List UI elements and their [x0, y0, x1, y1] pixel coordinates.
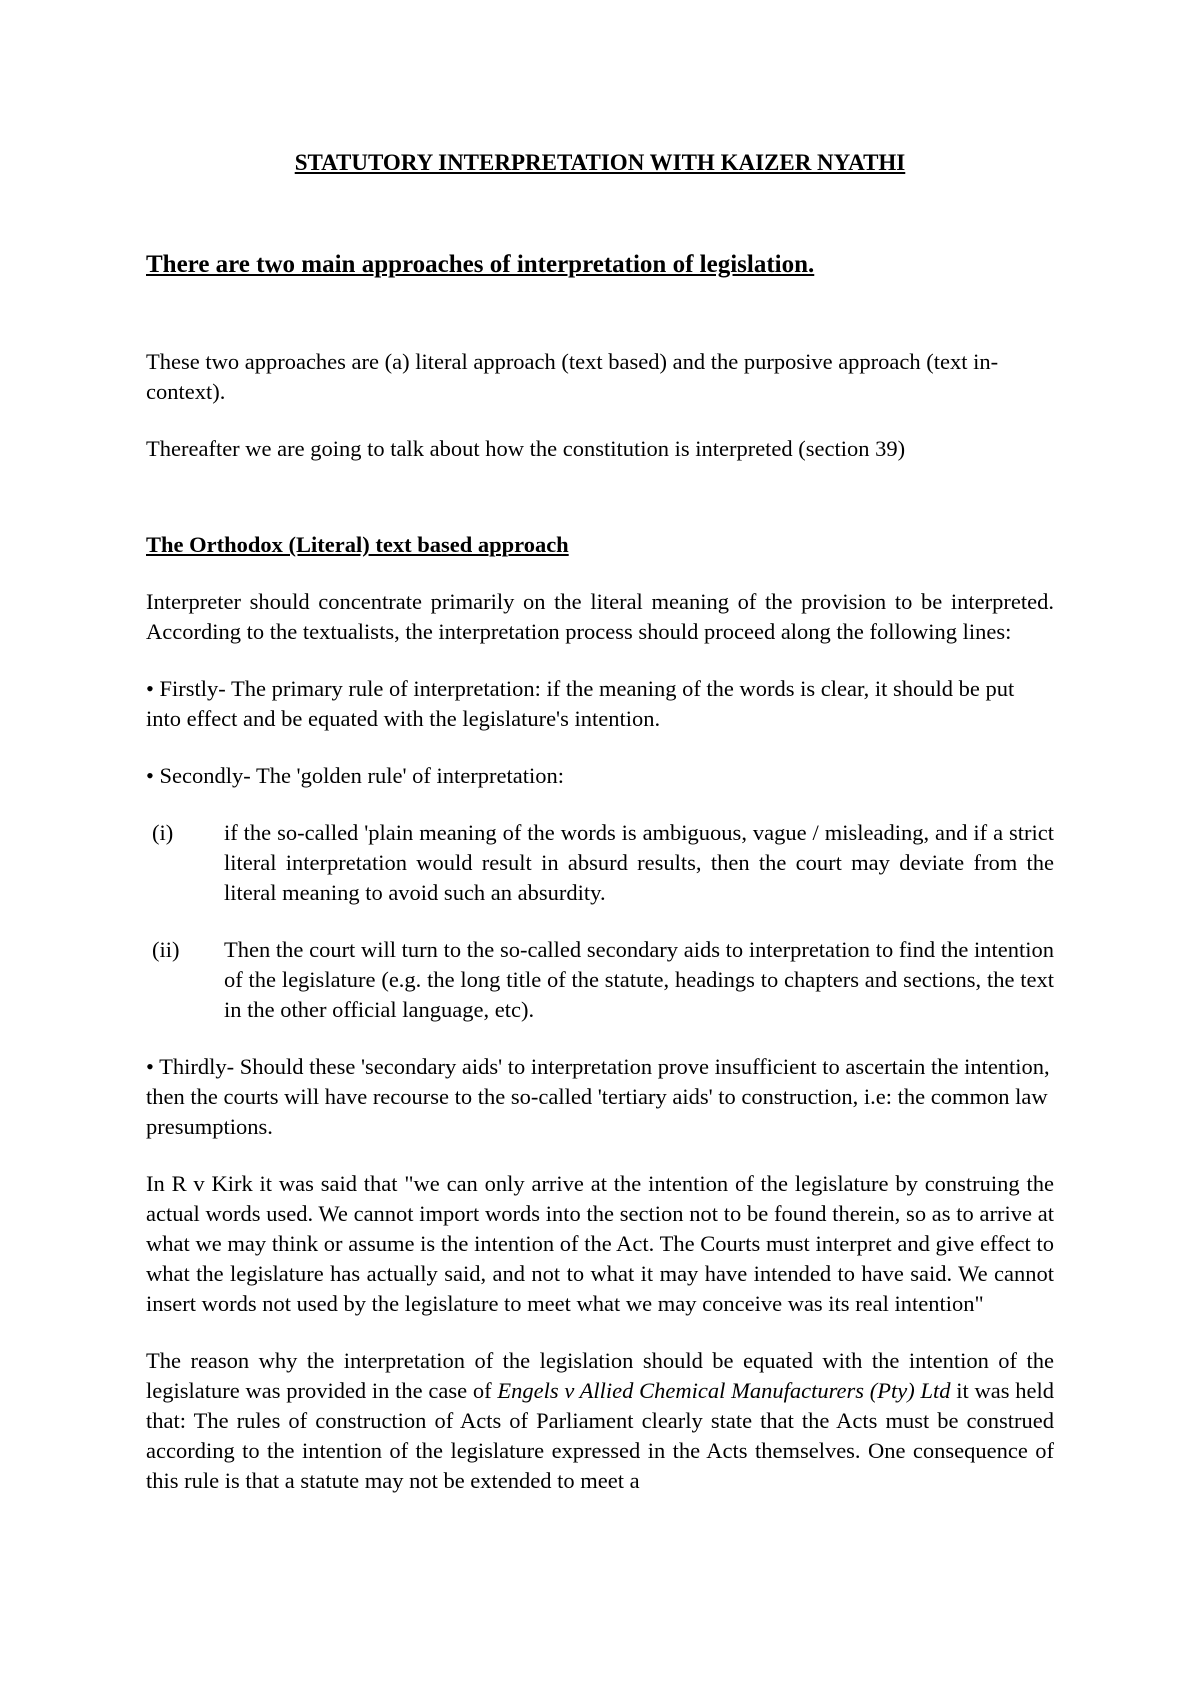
- case-name: Engels v Allied Chemical Manufacturers (Pty) Ltd: [497, 1378, 951, 1403]
- sub-item-ii: [146, 935, 1054, 1025]
- sub-item-i: [146, 818, 1054, 908]
- kirk-paragraph: In R v Kirk it was said that "we can only arrive at the intention of the legislature by construing the actual words used. We cannot import words into the section not to be found therein, so as to arrive at what we may think or assume is the intention of the Act. The Courts must interpret and give effect to what the legislature has actually said, and not to what it may have intended to have said. We cannot insert words not used by the legislature to meet what we may conceive was its real intention": [146, 1171, 1054, 1316]
- document-subtitle: There are two main approaches of interpretation of legislation.: [146, 251, 815, 278]
- document-body: [146, 347, 1054, 1496]
- bullet-thirdly: • Thirdly- Should these 'secondary aids' to interpretation prove insufficient to ascertain the intention, then the courts will have recourse to the so-called 'tertiary aids' to construction, i.e: the common law presumptions.: [146, 1054, 1050, 1139]
- sub-item-text: if the so-called 'plain meaning of the words is ambiguous, vague / misleading, and if a strict literal interpretation would result in absurd results, then the court may deviate from the literal meaning to avoid such an absurdity.: [224, 820, 1054, 905]
- intro-paragraph: These two approaches are (a) literal approach (text based) and the purposive approach (text in-context).: [146, 349, 999, 404]
- sub-item-marker: (i): [152, 820, 174, 845]
- bullet-firstly: • Firstly- The primary rule of interpretation: if the meaning of the words is clear, it should be put into effect and be equated with the legislature's intention.: [146, 676, 1015, 731]
- document-title: STATUTORY INTERPRETATION WITH KAIZER NYATHI: [294, 150, 906, 175]
- reason-paragraph-start: The reason why the interpretation of the legislation should be equated with the intention of the legislature was provided in the case of: [146, 1348, 1054, 1403]
- thereafter-paragraph: Thereafter we are going to talk about how the constitution is interpreted (section 39): [146, 436, 906, 461]
- sub-item-marker: (ii): [152, 937, 180, 962]
- bullet-secondly: • Secondly- The 'golden rule' of interpretation:: [146, 763, 564, 788]
- sub-item-text: Then the court will turn to the so-called secondary aids to interpretation to find the intention of the legislature (e.g. the long title of the statute, headings to chapters and sections, the text in the other official language, etc).: [224, 937, 1054, 1022]
- reason-paragraph-end: it was held that: The rules of construction of Acts of Parliament clearly state that the Acts must be construed according to the intention of the legislature expressed in the Acts themselves. One consequence of this rule is that a statute may not be extended to meet a: [146, 1378, 1055, 1493]
- section-heading: The Orthodox (Literal) text based approach: [146, 532, 569, 557]
- section-intro-paragraph: Interpreter should concentrate primarily on the literal meaning of the provision to be interpreted. According to the textualists, the interpretation process should proceed along the following lines:: [146, 589, 1054, 644]
- reason-paragraph: [146, 1346, 1054, 1496]
- document-page: [146, 0, 1054, 1698]
